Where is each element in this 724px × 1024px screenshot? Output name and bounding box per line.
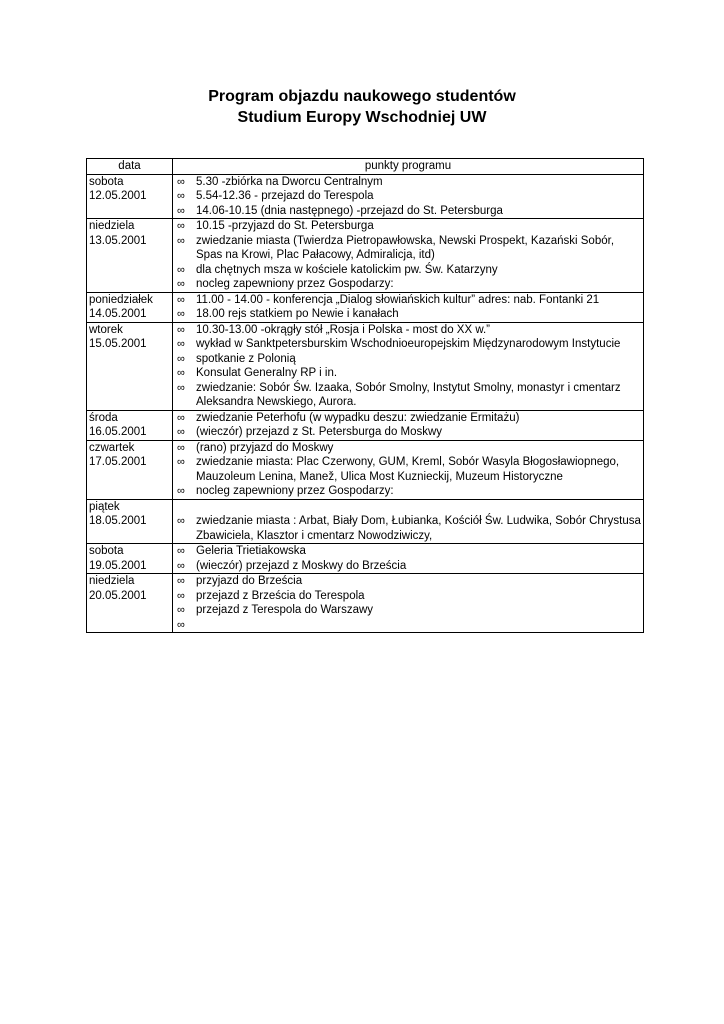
item-text: (wieczór) przejazd z St. Petersburga do Moskwy [196, 426, 443, 438]
item-text: 10.30-13.00 -okrągły stół „Rosja i Polska - most do XX w.” [196, 323, 491, 336]
program-items-list [175, 411, 641, 440]
item-text: nocleg zapewniony przez Gospodarzy: [196, 278, 394, 290]
table-row [87, 174, 644, 219]
table-body [87, 174, 644, 633]
list-item [175, 381, 641, 410]
item-text: przejazd z Brześcia do Terespola [196, 589, 365, 602]
infinity-bullet-icon: ∞ [177, 545, 185, 557]
item-text: 14.06-10.15 (dnia następnego) -przejazd do St. Petersburga [196, 204, 503, 217]
infinity-bullet-icon: ∞ [177, 175, 185, 188]
list-item [175, 219, 641, 234]
list-item [175, 574, 641, 589]
list-item [175, 618, 641, 633]
table-row [87, 499, 644, 544]
item-text: zwiedzanie: Sobór Św. Izaaka, Sobór Smolny, Instytut Smolny, monastyr i cmentarz Aleksandra Newskiego, Aurora. [196, 381, 621, 408]
item-text: przejazd z Terespola do Warszawy [196, 604, 374, 616]
day-name: niedziela [89, 220, 135, 232]
item-text: (rano) przyjazd do Moskwy [196, 441, 334, 454]
program-cell [173, 219, 644, 293]
date-cell [87, 440, 173, 499]
column-header-date: data [87, 159, 173, 175]
infinity-bullet-icon: ∞ [177, 323, 185, 336]
program-items-list [175, 544, 641, 573]
infinity-bullet-icon: ∞ [177, 204, 185, 217]
date-cell [87, 219, 173, 293]
program-items-list [175, 514, 641, 543]
table-header-row [87, 159, 644, 175]
list-item [175, 189, 641, 204]
list-item [175, 514, 641, 543]
table-row [87, 410, 644, 440]
list-item [175, 352, 641, 367]
table-row [87, 219, 644, 293]
item-text: (wieczór) przejazd z Moskwy do Brześcia [196, 559, 407, 572]
infinity-bullet-icon: ∞ [177, 604, 185, 616]
column-header-program: punkty programu [173, 159, 644, 175]
infinity-bullet-icon: ∞ [177, 352, 185, 365]
list-item [175, 263, 641, 278]
program-cell [173, 440, 644, 499]
program-items-list [175, 323, 641, 410]
infinity-bullet-icon: ∞ [177, 589, 185, 602]
list-item [175, 204, 641, 219]
infinity-bullet-icon: ∞ [177, 559, 185, 572]
list-item [175, 175, 641, 190]
infinity-bullet-icon: ∞ [177, 263, 185, 276]
item-text: 5.54-12.36 - przejazd do Terespola [196, 190, 374, 202]
day-name: piątek [89, 500, 120, 513]
item-text: 18.00 rejs statkiem po Newie i kanałach [196, 308, 399, 320]
list-item [175, 559, 641, 574]
item-text: dla chętnych msza w kościele katolickim pw. Św. Katarzyny [196, 263, 498, 276]
list-item [175, 425, 641, 440]
infinity-bullet-icon: ∞ [177, 456, 185, 468]
day-date: 16.05.2001 [89, 426, 147, 438]
program-table [86, 158, 644, 633]
item-text: zwiedzanie miasta (Twierdza Pietropawłowska, Newski Prospekt, Kazański Sobór, Spas na Krowi, Plac Pałacowy, Admiralicja, itd) [196, 234, 615, 261]
infinity-bullet-icon: ∞ [177, 308, 185, 320]
list-item [175, 441, 641, 456]
infinity-bullet-icon: ∞ [177, 426, 185, 438]
list-item [175, 293, 641, 308]
item-text: Geleria Trietiakowska [196, 545, 306, 557]
infinity-bullet-icon: ∞ [177, 293, 185, 306]
program-cell [173, 499, 644, 544]
list-item [175, 603, 641, 618]
list-item [175, 484, 641, 499]
infinity-bullet-icon: ∞ [177, 234, 185, 247]
date-cell [87, 174, 173, 219]
day-date: 19.05.2001 [89, 559, 147, 572]
item-text: zwiedzanie Peterhofu (w wypadku deszu: zwiedzanie Ermitażu) [196, 411, 520, 424]
item-text: nocleg zapewniony przez Gospodarzy: [196, 485, 394, 497]
table-row [87, 322, 644, 410]
day-date: 14.05.2001 [89, 308, 147, 320]
title-line-1: Program objazdu naukowego studentów [208, 88, 516, 105]
day-name: czwartek [89, 441, 135, 454]
date-cell [87, 544, 173, 574]
day-name: niedziela [89, 575, 135, 587]
table-row [87, 544, 644, 574]
infinity-bullet-icon: ∞ [177, 515, 185, 527]
list-item [175, 589, 641, 604]
list-item [175, 366, 641, 381]
day-name: sobota [89, 175, 124, 188]
day-name: wtorek [89, 323, 123, 336]
list-item [175, 307, 641, 322]
program-cell [173, 574, 644, 633]
item-text: zwiedzanie miasta : Arbat, Biały Dom, Łubianka, Kościół Św. Ludwika, Sobór Chrystusa Zbawiciela, Klasztor i cmentarz Nowodziwiczy, [196, 515, 641, 542]
day-date: 18.05.2001 [89, 515, 147, 527]
program-items-list [175, 293, 641, 322]
list-item [175, 323, 641, 338]
program-items-list [175, 219, 641, 292]
item-text: spotkanie z Polonią [196, 352, 296, 365]
infinity-bullet-icon: ∞ [177, 381, 185, 394]
day-date: 17.05.2001 [89, 456, 147, 468]
item-text: przyjazd do Brześcia [196, 575, 303, 587]
list-item [175, 337, 641, 352]
day-name: sobota [89, 545, 124, 557]
document-title [0, 86, 724, 128]
list-item [175, 277, 641, 292]
list-item [175, 411, 641, 426]
date-cell [87, 574, 173, 633]
program-cell [173, 410, 644, 440]
infinity-bullet-icon: ∞ [177, 485, 185, 497]
date-cell [87, 499, 173, 544]
infinity-bullet-icon: ∞ [177, 338, 185, 350]
item-text: Konsulat Generalny RP i in. [196, 367, 338, 379]
infinity-bullet-icon: ∞ [177, 575, 185, 587]
program-items-list [175, 574, 641, 632]
day-date: 13.05.2001 [89, 234, 147, 247]
infinity-bullet-icon: ∞ [177, 411, 185, 424]
date-cell [87, 292, 173, 322]
item-text: wykład w Sanktpetersburskim Wschodnioeuropejskim Międzynarodowym Instytucie [196, 338, 621, 350]
item-text: 5.30 -zbiórka na Dworcu Centralnym [196, 175, 383, 188]
infinity-bullet-icon: ∞ [177, 278, 185, 290]
program-cell [173, 544, 644, 574]
item-text: 11.00 - 14.00 - konferencja „Dialog słowiańskich kultur” adres: nab. Fontanki 21 [196, 293, 600, 306]
program-items-list [175, 175, 641, 219]
list-item [175, 234, 641, 263]
program-cell [173, 174, 644, 219]
infinity-bullet-icon: ∞ [177, 367, 185, 379]
date-cell [87, 322, 173, 410]
list-item [175, 455, 641, 484]
day-name: poniedziałek [89, 293, 153, 306]
table-row [87, 292, 644, 322]
infinity-bullet-icon: ∞ [177, 618, 185, 631]
day-date: 15.05.2001 [89, 338, 147, 350]
table-row [87, 574, 644, 633]
day-date: 20.05.2001 [89, 589, 147, 602]
infinity-bullet-icon: ∞ [177, 220, 185, 232]
list-item [175, 544, 641, 559]
date-cell [87, 410, 173, 440]
infinity-bullet-icon: ∞ [177, 441, 185, 454]
program-cell [173, 322, 644, 410]
item-text: zwiedzanie miasta: Plac Czerwony, GUM, Kreml, Sobór Wasyla Błogosławiopnego, Mauzoleum Lenina, Manež, Ulica Most Kuznieckij, Muzeum Historyczne [196, 456, 620, 483]
infinity-bullet-icon: ∞ [177, 190, 185, 202]
program-items-list [175, 441, 641, 499]
day-date: 12.05.2001 [89, 190, 147, 202]
day-name: środa [89, 411, 118, 424]
table-row [87, 440, 644, 499]
title-line-2: Studium Europy Wschodniej UW [237, 109, 487, 126]
program-cell [173, 292, 644, 322]
item-text: 10.15 -przyjazd do St. Petersburga [196, 220, 374, 232]
